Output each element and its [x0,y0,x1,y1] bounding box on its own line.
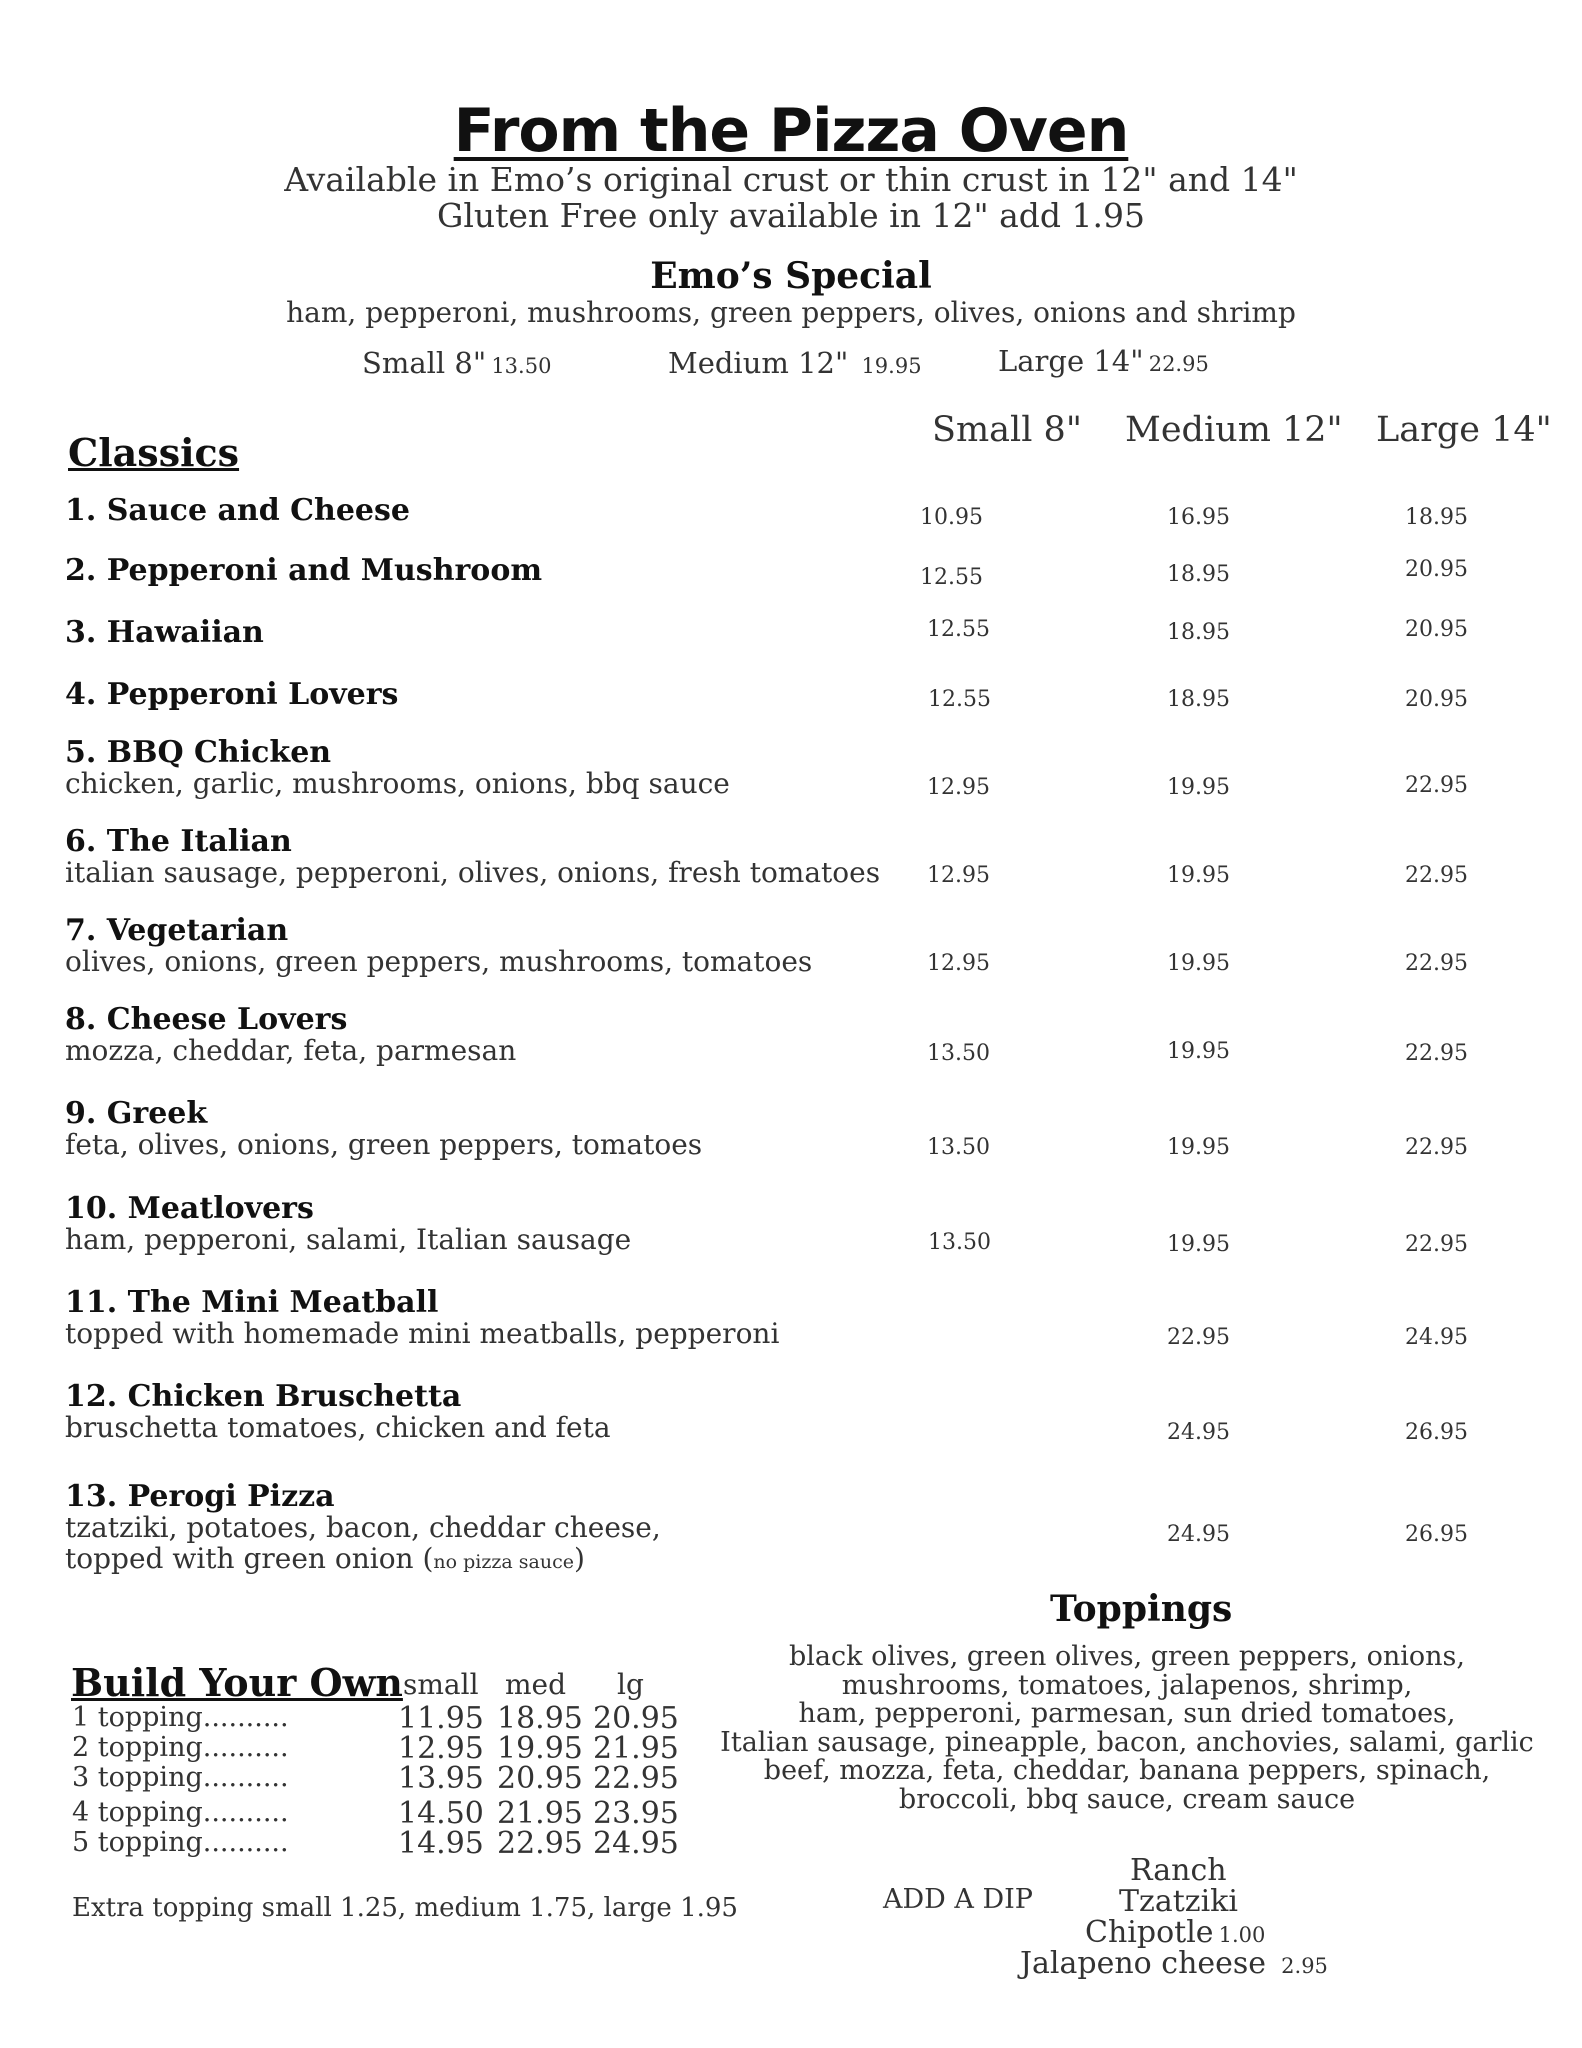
menu-item-name: 11. The Mini Meatball [65,1285,439,1320]
price-small: 12.95 [927,951,990,976]
column-header-small: Small 8" [932,410,1082,450]
menu-item-description: bruschetta tomatoes, chicken and feta [65,1411,611,1444]
byo-row-label: 1 topping.......... [72,1702,289,1733]
dip-tzatziki: Tzatziki [1119,1884,1238,1919]
byo-price-small: 13.95 [398,1761,484,1796]
menu-item-description-line2: topped with green onion (no pizza sauce) [65,1542,585,1575]
byo-price-med: 22.95 [497,1826,583,1861]
menu-item-name: 1. Sauce and Cheese [65,493,410,528]
price-small: 10.95 [920,505,983,530]
menu-item-name: 3. Hawaiian [65,615,264,650]
price-small: 13.50 [928,1230,991,1255]
dip-jalapeno-cheese [1020,1946,1328,1981]
byo-row-label: 4 topping.......... [72,1797,289,1828]
menu-item-name: 10. Meatlovers [65,1191,314,1226]
menu-item-description: ham, pepperoni, salami, Italian sausage [65,1223,632,1256]
price-large: 18.95 [1405,505,1468,530]
build-your-own-heading: Build Your Own [71,1660,403,1705]
price-medium: 19.95 [1167,1039,1230,1064]
toppings-line: broccoli, bbq sauce, cream sauce [898,1783,1356,1815]
menu-item-name: 12. Chicken Bruschetta [65,1379,462,1414]
byo-price-lg: 20.95 [593,1701,679,1736]
byo-price-small: 11.95 [398,1701,484,1736]
toppings-line: Italian sausage, pineapple, bacon, anchovies, salami, garlic [720,1726,1534,1758]
menu-item-description: chicken, garlic, mushrooms, onions, bbq sauce [65,767,730,800]
menu-item-name: 13. Perogi Pizza [65,1479,335,1514]
price-medium: 16.95 [1167,505,1230,530]
byo-column-small: small [403,1668,479,1701]
price-medium: 19.95 [1167,863,1230,888]
price-large: 22.95 [1405,1041,1468,1066]
dip-chipotle [1085,1915,1265,1950]
special-size-medium [668,346,922,380]
price-small: 13.50 [927,1041,990,1066]
price-large: 20.95 [1405,557,1468,582]
byo-price-med: 21.95 [497,1796,583,1831]
price-large: 24.95 [1405,1325,1468,1350]
price-large: 20.95 [1405,687,1468,712]
byo-column-med: med [505,1668,567,1701]
byo-price-lg: 21.95 [593,1731,679,1766]
special-size-large [998,344,1209,378]
menu-item-name: 6. The Italian [65,824,292,859]
price-medium: 22.95 [1167,1325,1230,1350]
menu-item-name: 7. Vegetarian [65,913,289,948]
special-name: Emo’s Special [650,255,932,297]
byo-price-lg: 23.95 [593,1796,679,1831]
byo-row-label: 5 topping.......... [72,1827,289,1858]
toppings-list [712,1643,1542,1814]
menu-item-note: no pizza sauce [433,1551,574,1573]
toppings-line: mushrooms, tomatoes, jalapenos, shrimp, [841,1669,1413,1701]
price-small: 12.95 [927,775,990,800]
price-medium: 18.95 [1167,687,1230,712]
special-size-price: 13.50 [491,354,552,378]
special-description: ham, pepperoni, mushrooms, green peppers, olives, onions and shrimp [286,296,1296,329]
byo-price-lg: 22.95 [593,1761,679,1796]
price-small: 13.50 [927,1135,990,1160]
menu-item-name: 2. Pepperoni and Mushroom [65,553,543,588]
toppings-line: beef, mozza, feta, cheddar, banana peppers, spinach, [763,1755,1491,1786]
special-size-price: 22.95 [1148,352,1209,376]
menu-item-description: mozza, cheddar, feta, parmesan [65,1034,517,1067]
dip-ranch: Ranch [1130,1853,1227,1888]
byo-price-med: 20.95 [497,1761,583,1796]
subtitle-gluten-free: Gluten Free only available in 12" add 1.95 [436,196,1146,235]
price-medium: 24.95 [1167,1522,1230,1547]
menu-item-name: 4. Pepperoni Lovers [65,677,399,712]
price-medium: 19.95 [1167,1232,1230,1257]
price-small: 12.55 [927,617,990,642]
byo-price-med: 18.95 [497,1701,583,1736]
page-title: From the Pizza Oven [453,96,1129,166]
special-size-small [362,346,551,380]
price-small: 12.95 [927,863,990,888]
special-size-price: 19.95 [861,354,922,378]
price-medium: 24.95 [1167,1420,1230,1445]
column-header-medium: Medium 12" [1125,410,1343,450]
menu-item-description: feta, olives, onions, green peppers, tomatoes [65,1128,703,1161]
menu-item-name: 9. Greek [65,1096,208,1131]
toppings-line: ham, pepperoni, parmesan, sun dried tomatoes, [798,1698,1456,1729]
special-size-label: Large 14" [998,344,1144,378]
price-medium: 19.95 [1167,951,1230,976]
price-large: 22.95 [1405,1135,1468,1160]
menu-item-description: topped with homemade mini meatballs, pepperoni [65,1317,780,1350]
price-large: 22.95 [1405,863,1468,888]
toppings-line: black olives, green olives, green peppers, onions, [789,1641,1465,1672]
extra-topping-note: Extra topping small 1.25, medium 1.75, large 1.95 [72,1893,738,1923]
menu-item-name: 8. Cheese Lovers [65,1002,348,1037]
dip-jalapeno-label: Jalapeno cheese [1020,1946,1267,1981]
special-size-label: Small 8" [362,346,487,380]
menu-item-description: tzatziki, potatoes, bacon, cheddar cheese, [65,1511,661,1544]
subtitle-crust: Available in Emo’s original crust or thin crust in 12" and 14" [284,160,1298,199]
menu-item-description: olives, onions, green peppers, mushrooms, tomatoes [65,945,813,978]
price-large: 26.95 [1405,1420,1468,1445]
byo-price-lg: 24.95 [593,1826,679,1861]
byo-row-label: 3 topping.......... [72,1762,289,1793]
price-medium: 19.95 [1167,1135,1230,1160]
special-size-label: Medium 12" [668,346,849,380]
dip-jalapeno-price: 2.95 [1281,1954,1328,1978]
toppings-heading: Toppings [1050,1588,1233,1630]
price-large: 22.95 [1405,1232,1468,1257]
byo-price-small: 14.50 [398,1796,484,1831]
byo-row-label: 2 topping.......... [72,1732,289,1763]
column-header-large: Large 14" [1376,410,1552,450]
price-small: 12.55 [928,687,991,712]
price-large: 20.95 [1405,617,1468,642]
price-large: 26.95 [1405,1522,1468,1547]
dip-chipotle-price: 1.00 [1218,1923,1266,1947]
menu-item-description: italian sausage, pepperoni, olives, onions, fresh tomatoes [65,856,881,889]
price-small: 12.55 [920,565,983,590]
add-a-dip-label: ADD A DIP [883,1884,1033,1915]
price-medium: 18.95 [1167,620,1230,645]
byo-price-small: 12.95 [398,1731,484,1766]
byo-price-small: 14.95 [398,1826,484,1861]
price-medium: 18.95 [1167,562,1230,587]
byo-column-lg: lg [617,1668,644,1701]
price-large: 22.95 [1405,951,1468,976]
dip-chipotle-label: Chipotle [1085,1915,1214,1950]
price-medium: 19.95 [1167,775,1230,800]
classics-heading: Classics [68,430,240,475]
menu-item-name: 5. BBQ Chicken [65,735,332,770]
byo-price-med: 19.95 [497,1731,583,1766]
price-large: 22.95 [1405,773,1468,798]
